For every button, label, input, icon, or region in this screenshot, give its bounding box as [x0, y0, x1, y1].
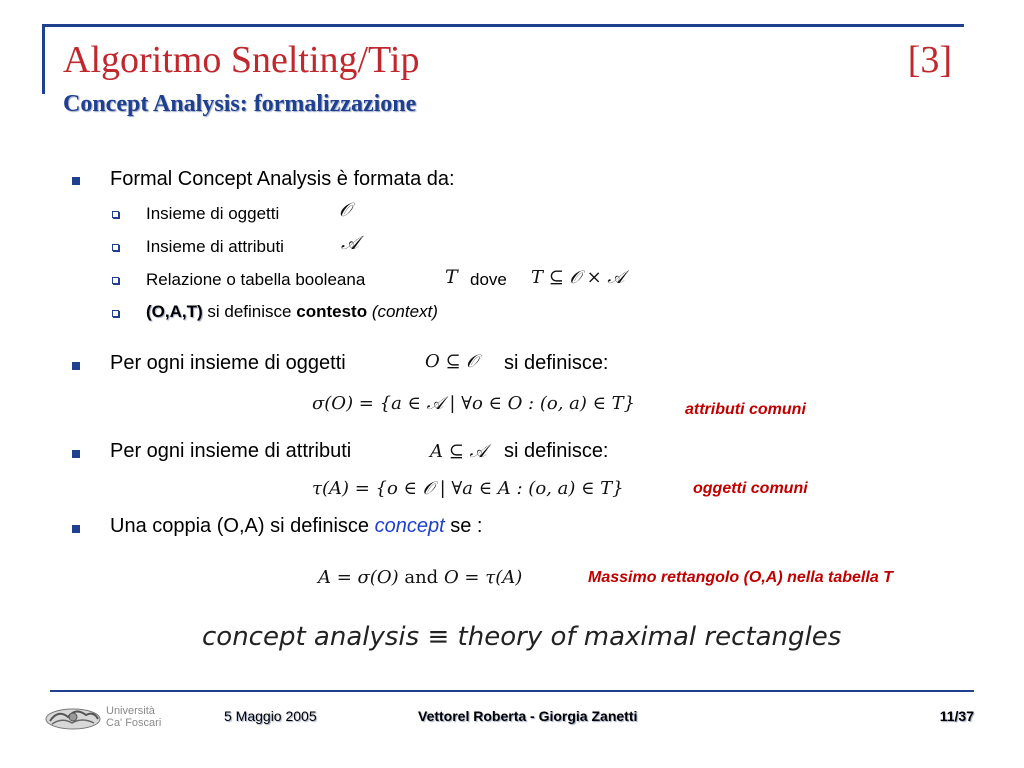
math-t-subset: T ⊆ 𝒪 × 𝒜: [531, 267, 625, 288]
frame-left-rule: [42, 24, 45, 94]
bullet-square-icon: [72, 450, 80, 458]
concept-line-right: theory of maximal rectangles: [457, 622, 842, 652]
note-common-objects: oggetti comuni: [693, 480, 808, 497]
math-set-objects: 𝒪: [339, 199, 351, 221]
sub-bullet-icon: [112, 277, 119, 284]
university-name-line2: Ca' Foscari: [106, 717, 162, 729]
context-english: (context): [371, 302, 438, 321]
math-a-subset: A ⊆ 𝒜: [430, 441, 487, 462]
bullet-square-icon: [72, 362, 80, 370]
sub-bullet-icon: [112, 244, 119, 251]
math-concept-equation: [318, 567, 522, 588]
bullet-attributes-set: Per ogni insieme di attributi: [110, 440, 352, 462]
math-concept-eq-b: O = τ(A): [443, 567, 523, 588]
sub-item-attributes: Insieme di attributi: [146, 237, 284, 256]
slide-reference: [3]: [907, 39, 952, 81]
concept-line-left: concept analysis: [202, 622, 420, 652]
sub-item-context: [146, 302, 438, 322]
equivalence-symbol: ≡: [427, 622, 450, 652]
sub-item-relation: Relazione o tabella booleana: [146, 270, 366, 289]
note-max-rectangle: Massimo rettangolo (O,A) nella tabella T: [588, 569, 893, 586]
bullet-concept-pair: [110, 515, 482, 538]
footer-rule: [50, 690, 974, 692]
university-name: [106, 705, 161, 729]
concept-se: se :: [450, 515, 483, 537]
math-o-subset: O ⊆ 𝒪: [425, 351, 478, 372]
sub-item-relation-dove: dove: [470, 270, 507, 289]
frame-top-rule: [42, 24, 964, 27]
context-si-definisce: si definisce: [207, 302, 292, 321]
concept-pair-text: Una coppia (O,A) si definisce: [110, 515, 370, 537]
context-tuple: (O,A,T): [146, 302, 203, 321]
math-tau-definition: τ(A) = {o ∈ 𝒪 | ∀a ∈ A : (o, a) ∈ T}: [312, 478, 624, 499]
bullet-formal-concept: Formal Concept Analysis è formata da:: [110, 168, 455, 190]
bullet-attributes-si-definisce: si definisce:: [504, 440, 609, 462]
sub-bullet-icon: [112, 310, 119, 317]
concept-analysis-equivalence: [202, 622, 841, 652]
bullet-objects-si-definisce: si definisce:: [504, 352, 609, 374]
slide-title: Algoritmo Snelting/Tip: [63, 39, 420, 81]
footer-authors: Vettorel Roberta - Giorgia Zanetti: [418, 708, 638, 724]
sub-bullet-icon: [112, 211, 119, 218]
math-concept-eq-a: A = σ(O): [318, 567, 399, 588]
bullet-objects-set: Per ogni insieme di oggetti: [110, 352, 346, 374]
math-relation-t: T: [445, 266, 458, 288]
footer-date: 5 Maggio 2005: [224, 708, 317, 724]
university-logo-icon: [44, 705, 102, 731]
slide-subtitle: Concept Analysis: formalizzazione: [63, 91, 417, 117]
sub-item-objects: Insieme di oggetti: [146, 204, 280, 223]
note-common-attributes: attributi comuni: [685, 401, 806, 418]
math-set-attributes: 𝒜: [341, 232, 359, 254]
concept-term: concept: [374, 515, 445, 537]
university-name-line1: Università: [106, 705, 155, 717]
context-contesto: contesto: [296, 302, 368, 321]
bullet-square-icon: [72, 177, 80, 185]
math-concept-and: and: [404, 567, 439, 588]
footer-page-number: 11/37: [939, 708, 974, 724]
math-sigma-definition: σ(O) = {a ∈ 𝒜 | ∀o ∈ O : (o, a) ∈ T}: [312, 393, 636, 414]
bullet-square-icon: [72, 525, 80, 533]
